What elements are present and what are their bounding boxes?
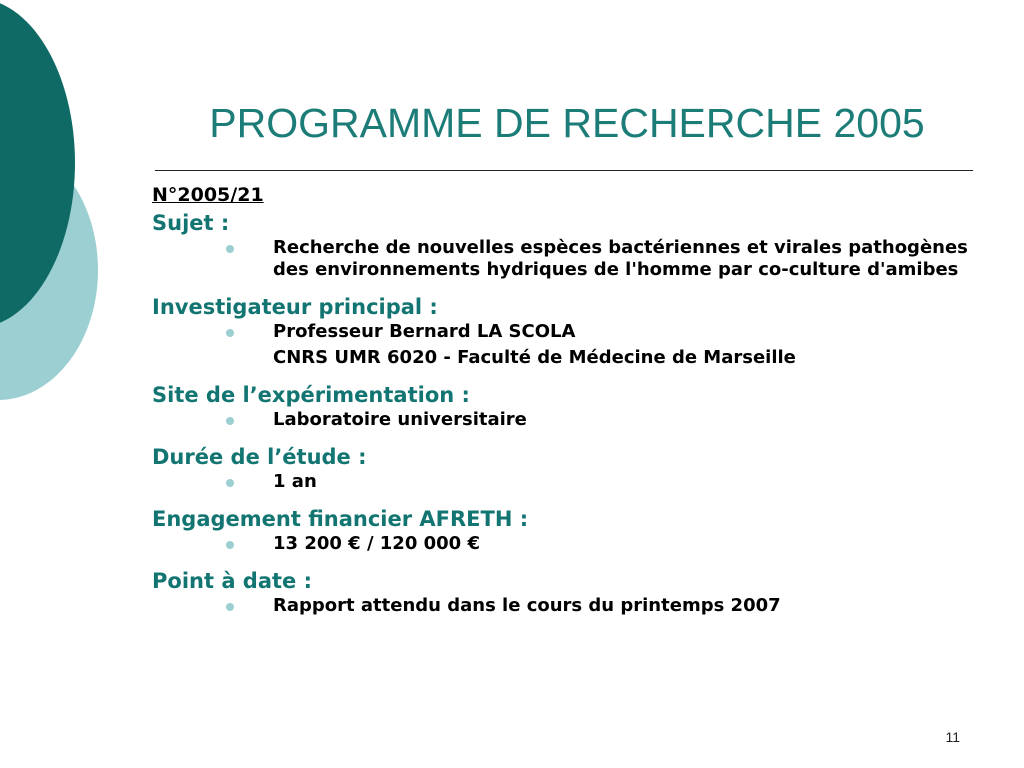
section-subject — [152, 209, 972, 281]
bullet-list — [152, 595, 972, 617]
affiliation-text: CNRS UMR 6020 - Faculté de Médecine de Marseille — [273, 347, 796, 368]
bullet-text: 1 an — [273, 471, 317, 492]
bullet-list — [152, 533, 972, 555]
page-number: 11 — [945, 729, 960, 745]
section-label: Durée de l’étude : — [152, 445, 367, 469]
section-principal-investigator — [152, 293, 972, 369]
section-study-duration — [152, 443, 972, 493]
section-status-update — [152, 567, 972, 617]
bullet-dot-icon — [226, 329, 234, 337]
bullet-item — [152, 321, 972, 343]
section-label: Investigateur principal : — [152, 295, 438, 319]
bullet-dot-icon — [226, 417, 234, 425]
bullet-list — [152, 471, 972, 493]
bullet-item — [152, 409, 972, 431]
section-financial-commitment — [152, 505, 972, 555]
bullet-item — [152, 595, 972, 617]
title-divider — [155, 170, 973, 171]
bullet-item — [152, 237, 972, 281]
section-label: Site de l’expérimentation : — [152, 383, 470, 407]
bullet-dot-icon — [226, 603, 234, 611]
reference-number: N°2005/21 — [152, 184, 264, 206]
bullet-dot-icon — [226, 479, 234, 487]
bullet-list — [152, 237, 972, 281]
section-experiment-site — [152, 381, 972, 431]
bullet-text: 13 200 € / 120 000 € — [273, 533, 480, 554]
bullet-text: Laboratoire universitaire — [273, 409, 527, 430]
slide-title: PROGRAMME DE RECHERCHE 2005 — [209, 100, 925, 146]
bullet-item — [152, 533, 972, 555]
slide-body — [152, 181, 972, 617]
bullet-list — [152, 321, 972, 343]
section-label: Point à date : — [152, 569, 312, 593]
bullet-dot-icon — [226, 245, 234, 253]
bullet-text: Rapport attendu dans le cours du printemps 2007 — [273, 595, 781, 616]
bullet-text: Professeur Bernard LA SCOLA — [273, 321, 576, 342]
bullet-item — [152, 471, 972, 493]
bullet-text: Recherche de nouvelles espèces bactériennes et virales pathogènes des environnements hydriques de l'homme par co-culture d'amibes — [273, 237, 968, 280]
section-label: Engagement financier AFRETH : — [152, 507, 529, 531]
bullet-list — [152, 409, 972, 431]
section-label: Sujet : — [152, 211, 230, 235]
bullet-dot-icon — [226, 541, 234, 549]
